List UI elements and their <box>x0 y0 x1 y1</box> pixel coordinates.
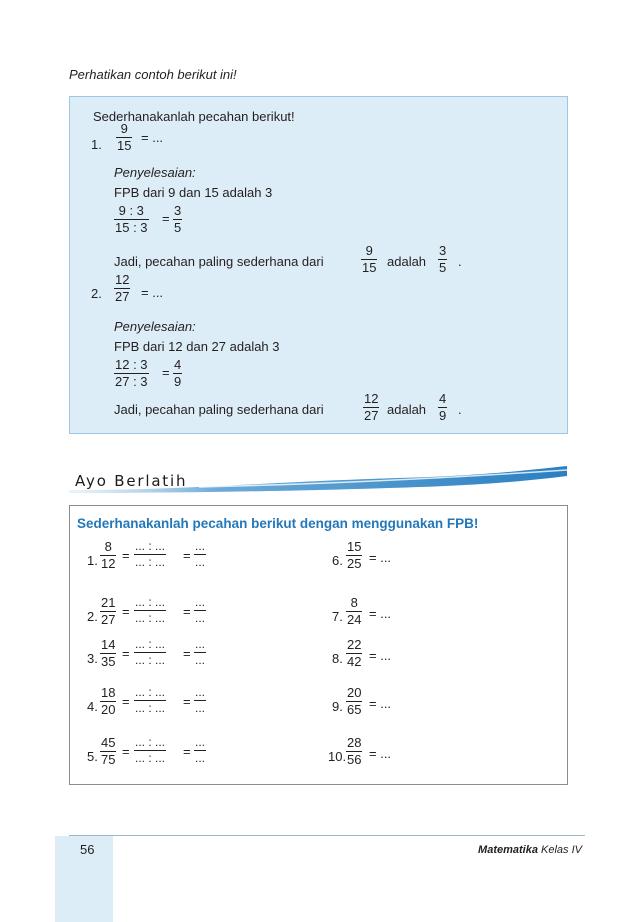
section-title: Ayo Berlatih <box>75 472 188 490</box>
equals-sign: = <box>122 646 130 661</box>
section-banner <box>69 464 567 494</box>
exercise-item-number: 1. <box>87 553 98 568</box>
numerator: ... <box>195 595 206 609</box>
numerator: ... <box>195 539 206 553</box>
equals-sign: = <box>162 211 170 226</box>
exercise-item-number: 3. <box>87 651 98 666</box>
denominator: ... : ... <box>135 652 166 667</box>
denominator: ... <box>195 750 206 765</box>
example-1-conclusion-end: . <box>458 254 462 269</box>
exercise-item-fraction <box>346 540 362 570</box>
numerator: 20 <box>347 685 362 700</box>
numerator: 22 <box>347 637 362 652</box>
example-2-conclusion-end: . <box>458 402 462 417</box>
denominator: ... : ... <box>135 700 166 715</box>
exercise-item-fraction <box>100 736 116 766</box>
numerator: 9 <box>120 121 128 136</box>
exercise-box <box>69 505 568 785</box>
denominator: 5 <box>439 259 447 275</box>
exercise-item-number: 5. <box>87 749 98 764</box>
exercise-item-number: 10. <box>328 749 347 764</box>
numerator: ... <box>195 735 206 749</box>
blank-step-fraction <box>134 736 166 764</box>
numerator: 3 <box>439 243 447 258</box>
numerator: 28 <box>347 735 362 750</box>
denominator: 27 <box>364 407 379 423</box>
blank-step-fraction <box>134 540 166 568</box>
equals-sign: = <box>183 548 191 563</box>
example-1-equals: = ... <box>141 130 164 145</box>
exercise-item-number: 2. <box>87 609 98 624</box>
exercise-item-number: 9. <box>332 699 343 714</box>
denominator: ... : ... <box>135 610 166 625</box>
example-box <box>69 96 568 434</box>
example-2-solution-label: Penyelesaian: <box>114 319 196 334</box>
numerator: 12 <box>364 391 379 406</box>
exercise-item-fraction <box>346 638 362 668</box>
example-1-conclusion-mid: adalah <box>387 254 427 269</box>
example-2-step-fraction <box>114 358 149 388</box>
numerator: 4 <box>174 357 182 372</box>
blank-result-fraction <box>194 638 206 666</box>
numerator: 3 <box>174 203 182 218</box>
example-1-step-fraction <box>114 204 149 234</box>
denominator: 9 <box>174 373 182 389</box>
denominator: 35 <box>101 653 116 669</box>
equals-sign: = <box>122 604 130 619</box>
example-instruction: Sederhanakanlah pecahan berikut! <box>93 109 295 124</box>
example-2-step-result <box>173 358 182 388</box>
denominator: 42 <box>347 653 362 669</box>
equals-sign: = <box>122 744 130 759</box>
denominator: 25 <box>347 555 362 571</box>
exercise-item-equals: = ... <box>369 648 392 663</box>
example-1-number: 1. <box>91 137 102 152</box>
equals-sign: = <box>183 604 191 619</box>
example-2-conclusion-mid: adalah <box>387 402 427 417</box>
numerator: ... : ... <box>135 595 166 609</box>
numerator: 21 <box>101 595 116 610</box>
book-title-rest: Kelas IV <box>541 844 582 856</box>
example-1-step-result <box>173 204 182 234</box>
denominator: ... <box>195 700 206 715</box>
numerator: 8 <box>350 595 358 610</box>
exercise-item-fraction <box>100 686 116 716</box>
example-2-equals: = ... <box>141 285 164 300</box>
numerator: ... : ... <box>135 539 166 553</box>
page-number: 56 <box>80 842 95 857</box>
numerator: 12 : 3 <box>115 357 148 372</box>
denominator: 15 <box>117 137 132 153</box>
denominator: ... <box>195 610 206 625</box>
example-2-number: 2. <box>91 286 102 301</box>
exercise-item-equals: = ... <box>369 550 392 565</box>
numerator: 45 <box>101 735 116 750</box>
exercise-item-equals: = ... <box>369 606 392 621</box>
book-title <box>478 844 582 856</box>
example-1-conclusion-fraction <box>361 244 377 274</box>
denominator: 9 <box>439 407 447 423</box>
numerator: ... : ... <box>135 685 166 699</box>
exercise-item-fraction <box>100 540 116 570</box>
exercise-instruction: Sederhanakanlah pecahan berikut dengan menggunakan FPB! <box>77 516 479 531</box>
denominator: 12 <box>101 555 116 571</box>
denominator: ... : ... <box>135 554 166 569</box>
intro-text: Perhatikan contoh berikut ini! <box>69 67 237 82</box>
book-title-bold: Matematika <box>478 844 538 856</box>
denominator: 27 <box>101 611 116 627</box>
blank-result-fraction <box>194 540 206 568</box>
numerator: ... <box>195 637 206 651</box>
denominator: 15 <box>362 259 377 275</box>
denominator: 27 <box>115 288 130 304</box>
denominator: 65 <box>347 701 362 717</box>
equals-sign: = <box>162 365 170 380</box>
equals-sign: = <box>183 694 191 709</box>
equals-sign: = <box>122 694 130 709</box>
exercise-item-equals: = ... <box>369 746 392 761</box>
denominator: 24 <box>347 611 362 627</box>
denominator: ... <box>195 652 206 667</box>
numerator: 15 <box>347 539 362 554</box>
equals-sign: = <box>183 646 191 661</box>
denominator: 56 <box>347 751 362 767</box>
denominator: ... <box>195 554 206 569</box>
numerator: 18 <box>101 685 116 700</box>
exercise-item-number: 6. <box>332 553 343 568</box>
example-1-fpb-text: FPB dari 9 dan 15 adalah 3 <box>114 185 273 200</box>
blank-step-fraction <box>134 686 166 714</box>
example-2-conclusion-prefix: Jadi, pecahan paling sederhana dari <box>114 402 324 417</box>
exercise-item-fraction <box>346 686 362 716</box>
blank-result-fraction <box>194 686 206 714</box>
equals-sign: = <box>183 744 191 759</box>
denominator: 15 : 3 <box>115 219 148 235</box>
exercise-item-fraction <box>100 638 116 668</box>
denominator: 27 : 3 <box>115 373 148 389</box>
exercise-item-number: 4. <box>87 699 98 714</box>
denominator: 20 <box>101 701 116 717</box>
blank-step-fraction <box>134 638 166 666</box>
example-1-conclusion-result <box>438 244 447 274</box>
numerator: ... : ... <box>135 637 166 651</box>
blank-step-fraction <box>134 596 166 624</box>
equals-sign: = <box>122 548 130 563</box>
denominator: 75 <box>101 751 116 767</box>
blank-result-fraction <box>194 596 206 624</box>
numerator: 9 <box>365 243 373 258</box>
denominator: ... : ... <box>135 750 166 765</box>
example-2-conclusion-fraction <box>363 392 379 422</box>
exercise-item-fraction <box>100 596 116 626</box>
numerator: 4 <box>439 391 447 406</box>
exercise-item-equals: = ... <box>369 696 392 711</box>
exercise-item-fraction <box>346 596 362 626</box>
numerator: 8 <box>104 539 112 554</box>
numerator: 14 <box>101 637 116 652</box>
numerator: ... <box>195 685 206 699</box>
example-1-solution-label: Penyelesaian: <box>114 165 196 180</box>
example-2-fpb-text: FPB dari 12 dan 27 adalah 3 <box>114 339 280 354</box>
footer-divider <box>69 835 585 836</box>
exercise-item-number: 8. <box>332 651 343 666</box>
denominator: 5 <box>174 219 182 235</box>
exercise-item-fraction <box>346 736 362 766</box>
blank-result-fraction <box>194 736 206 764</box>
exercise-item-number: 7. <box>332 609 343 624</box>
example-1-fraction <box>116 122 132 152</box>
example-2-conclusion-result <box>438 392 447 422</box>
numerator: ... : ... <box>135 735 166 749</box>
numerator: 9 : 3 <box>118 203 144 218</box>
example-1-conclusion-prefix: Jadi, pecahan paling sederhana dari <box>114 254 324 269</box>
example-2-fraction <box>114 273 130 303</box>
numerator: 12 <box>115 272 130 287</box>
